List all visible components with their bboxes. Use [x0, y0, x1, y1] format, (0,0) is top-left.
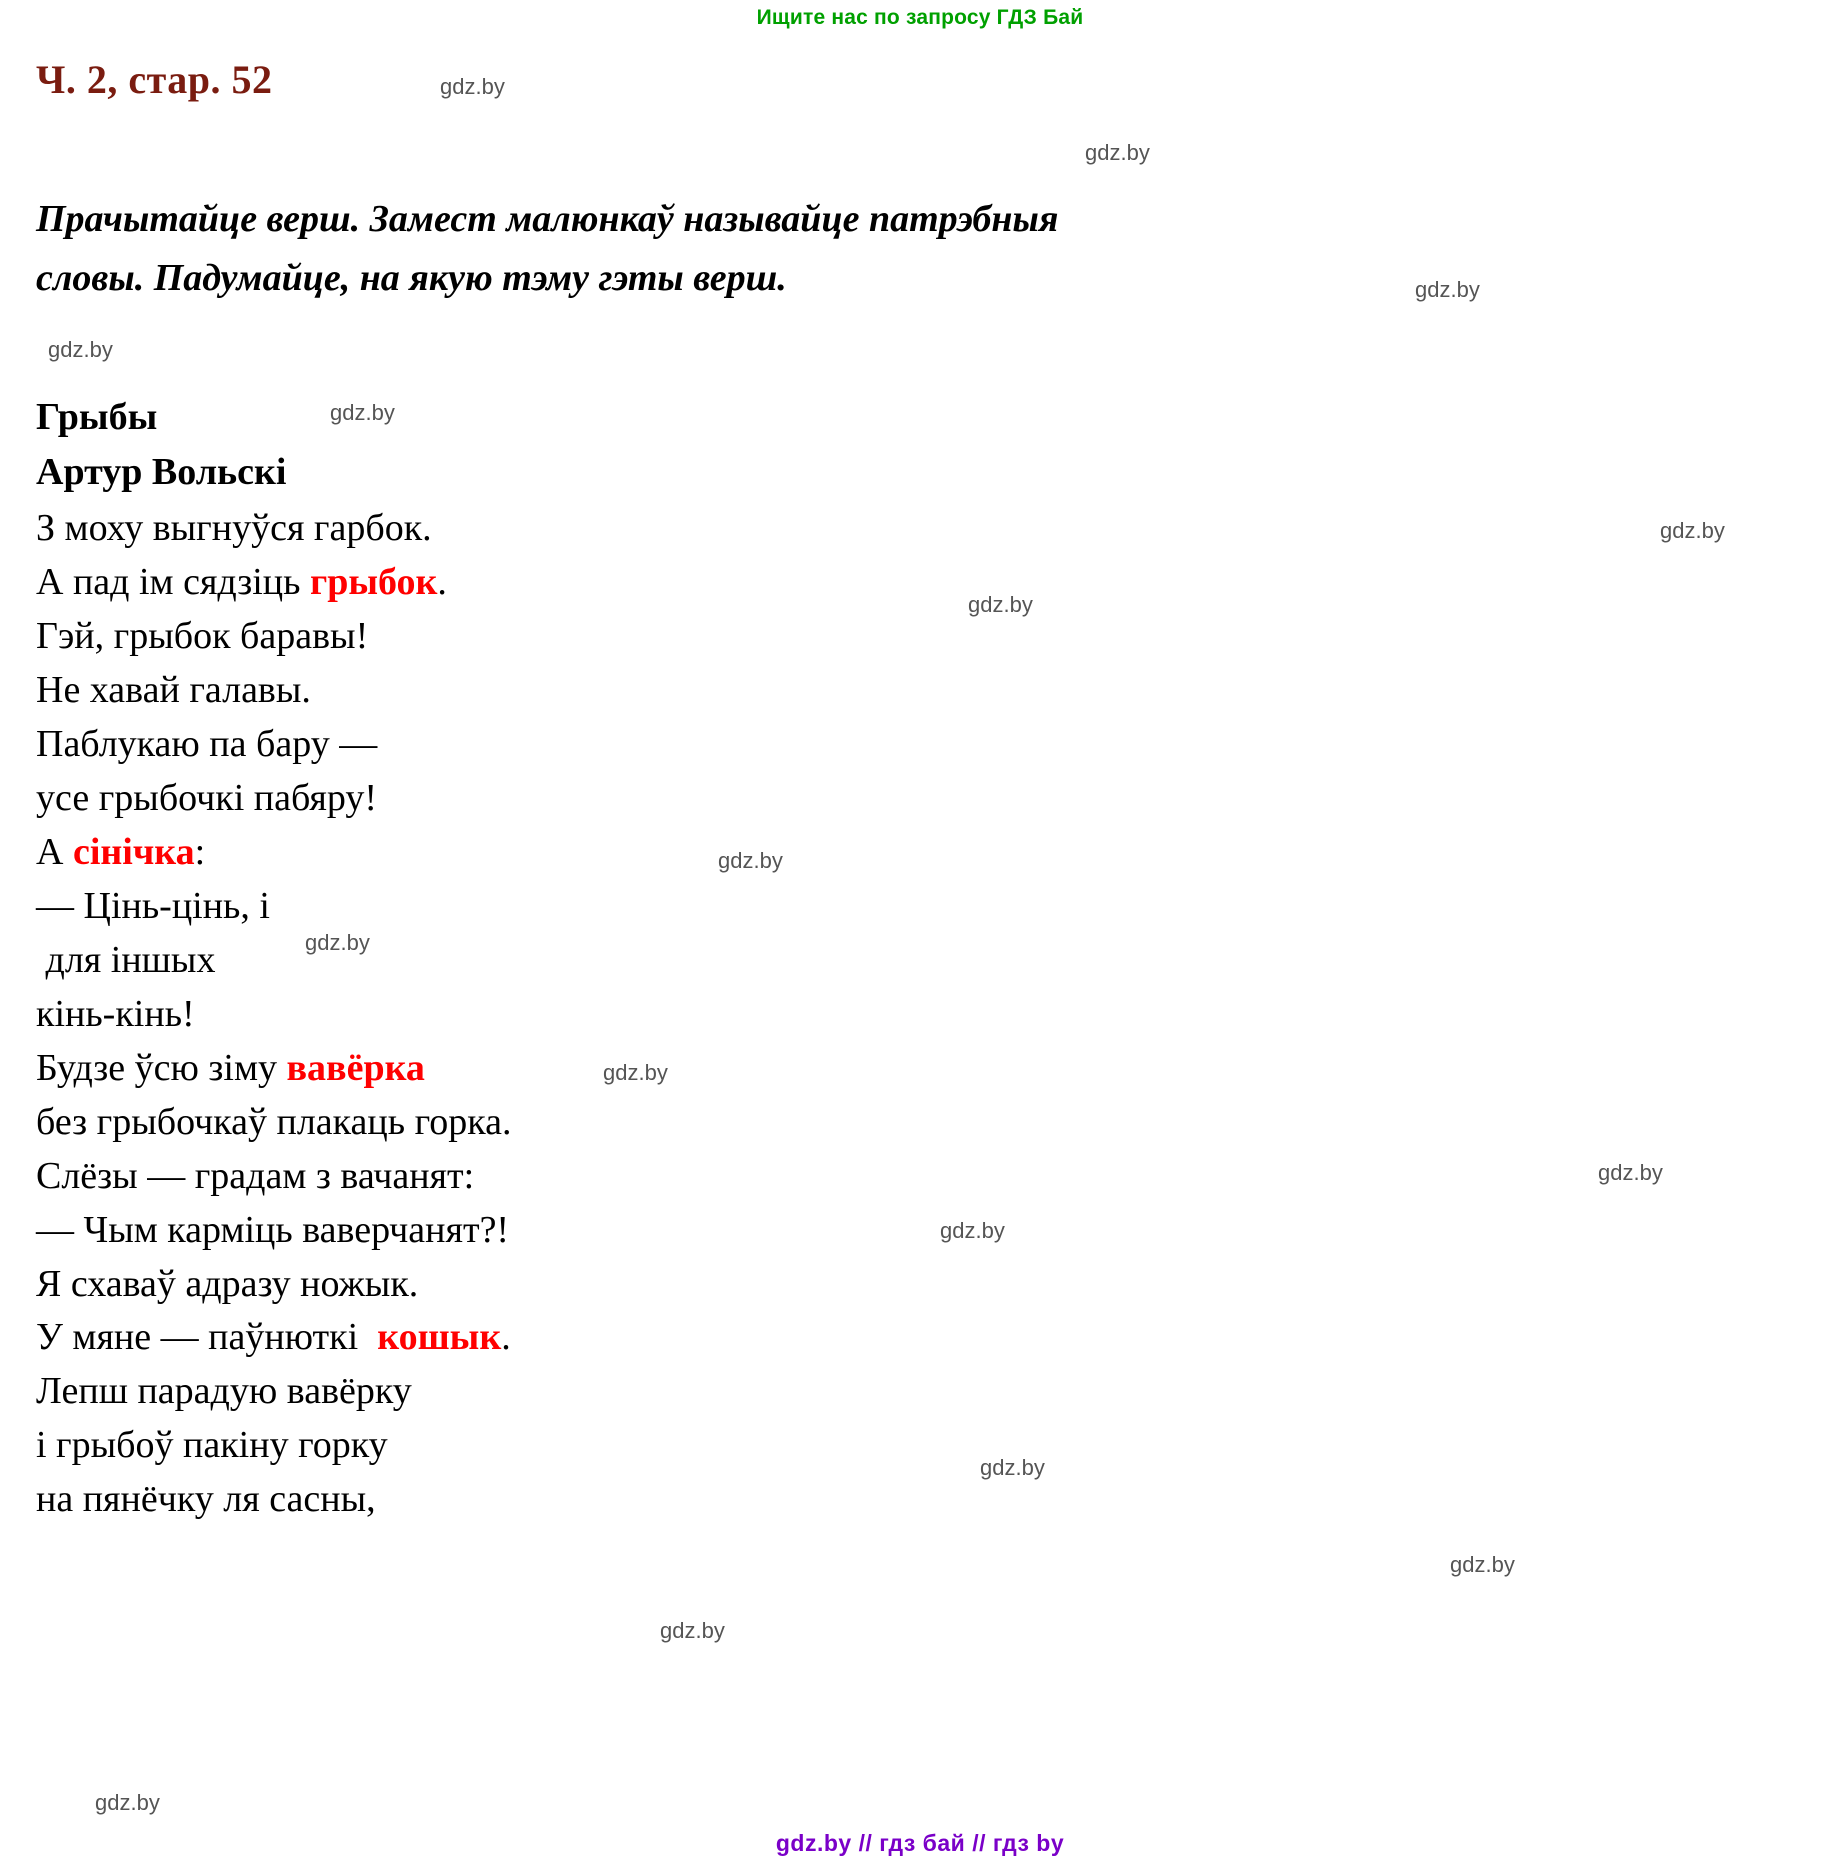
poem-line	[36, 1042, 1136, 1096]
poem-title: Грыбы	[36, 396, 158, 438]
footer-watermark: gdz.by // гдз бай // гдз by	[775, 1830, 1065, 1856]
poem-text: і грыбоў пакіну горку	[36, 1424, 388, 1467]
poem-line	[36, 880, 1136, 934]
poem-text: Не хавай галавы.	[36, 669, 311, 712]
watermark: gdz.by	[940, 1218, 1005, 1243]
poem-line	[36, 1365, 1136, 1419]
poem-line	[36, 718, 1136, 772]
watermark: gdz.by	[330, 400, 395, 425]
poem-text: Я схаваў адразу ножык.	[36, 1262, 419, 1305]
poem-text: Лепш парадую вавёрку	[36, 1370, 412, 1413]
poem-line	[36, 772, 1136, 826]
poem-line	[36, 1473, 1136, 1527]
watermark: gdz.by	[440, 74, 505, 99]
poem-text: .	[501, 1316, 511, 1359]
watermark: gdz.by	[305, 930, 370, 955]
watermark: gdz.by	[95, 1790, 160, 1815]
page-reference: Ч. 2, стар. 52	[36, 57, 273, 102]
highlighted-word: вавёрка	[286, 1046, 425, 1089]
poem-text: для іншых	[36, 938, 216, 981]
watermark: gdz.by	[1450, 1552, 1515, 1577]
task-line-1: Прачытайце верш. Замест малюнкаў называйце патрэбныя	[36, 198, 1059, 240]
poem-text: — Цінь-цінь, і	[36, 884, 270, 927]
poem-text: .	[437, 561, 447, 604]
poem-text: Будзе ўсю зіму	[36, 1046, 287, 1089]
poem-line	[36, 1419, 1136, 1473]
poem-line	[36, 934, 1136, 988]
poem-author: Артур Вольскі	[36, 451, 287, 494]
task-instruction	[36, 190, 1796, 308]
poem-line	[36, 664, 1136, 718]
poem-text: усе грыбочкі пабяру!	[36, 776, 378, 819]
poem-text: А пад ім сядзіць	[36, 561, 310, 604]
poem-text: Гэй, грыбок баравы!	[36, 615, 369, 658]
watermark: gdz.by	[660, 1618, 725, 1643]
poem-text: без грыбочкаў плакаць горка.	[36, 1100, 512, 1143]
highlighted-word: грыбок	[309, 561, 438, 604]
poem-line	[36, 988, 1136, 1042]
watermark: gdz.by	[968, 592, 1033, 617]
poem-line	[36, 1096, 1136, 1150]
watermark: gdz.by	[1598, 1160, 1663, 1185]
watermark: gdz.by	[718, 848, 783, 873]
watermark: gdz.by	[1085, 140, 1150, 165]
poem-text: А	[36, 830, 73, 873]
poem-text: З моху выгнуўся гарбок.	[36, 507, 432, 550]
poem-text: — Чым карміць ваверчанят?!	[36, 1208, 510, 1251]
poem-line	[36, 1204, 1136, 1258]
watermark: gdz.by	[1660, 518, 1725, 543]
task-line-2: словы. Падумайце, на якую тэму гэты верш.	[36, 256, 787, 299]
poem-line	[36, 826, 1136, 880]
poem-line	[36, 556, 1136, 610]
poem-line	[36, 502, 1136, 556]
highlighted-word: сінічка	[72, 830, 195, 873]
poem-line	[36, 1258, 1136, 1312]
poem-text: :	[194, 830, 206, 873]
poem-lines	[36, 502, 1136, 1527]
poem-text: кінь-кінь!	[36, 992, 195, 1035]
poem-line	[36, 1311, 1136, 1365]
highlighted-word: кошык	[377, 1316, 502, 1359]
watermark: gdz.by	[980, 1455, 1045, 1480]
poem-block	[36, 390, 1136, 1527]
poem-text: У мяне — паўнюткі	[36, 1316, 378, 1359]
poem-text: на пянёчку ля сасны,	[36, 1478, 376, 1521]
poem-line	[36, 1150, 1136, 1204]
watermark: gdz.by	[603, 1060, 668, 1085]
watermark: gdz.by	[48, 337, 113, 362]
poem-line	[36, 610, 1136, 664]
top-banner: Ищите нас по запросу ГДЗ Бай	[756, 6, 1084, 29]
poem-text: Паблукаю па бару —	[36, 723, 378, 765]
poem-text: Слёзы — градам з вачанят:	[36, 1154, 475, 1197]
watermark: gdz.by	[1415, 277, 1480, 302]
